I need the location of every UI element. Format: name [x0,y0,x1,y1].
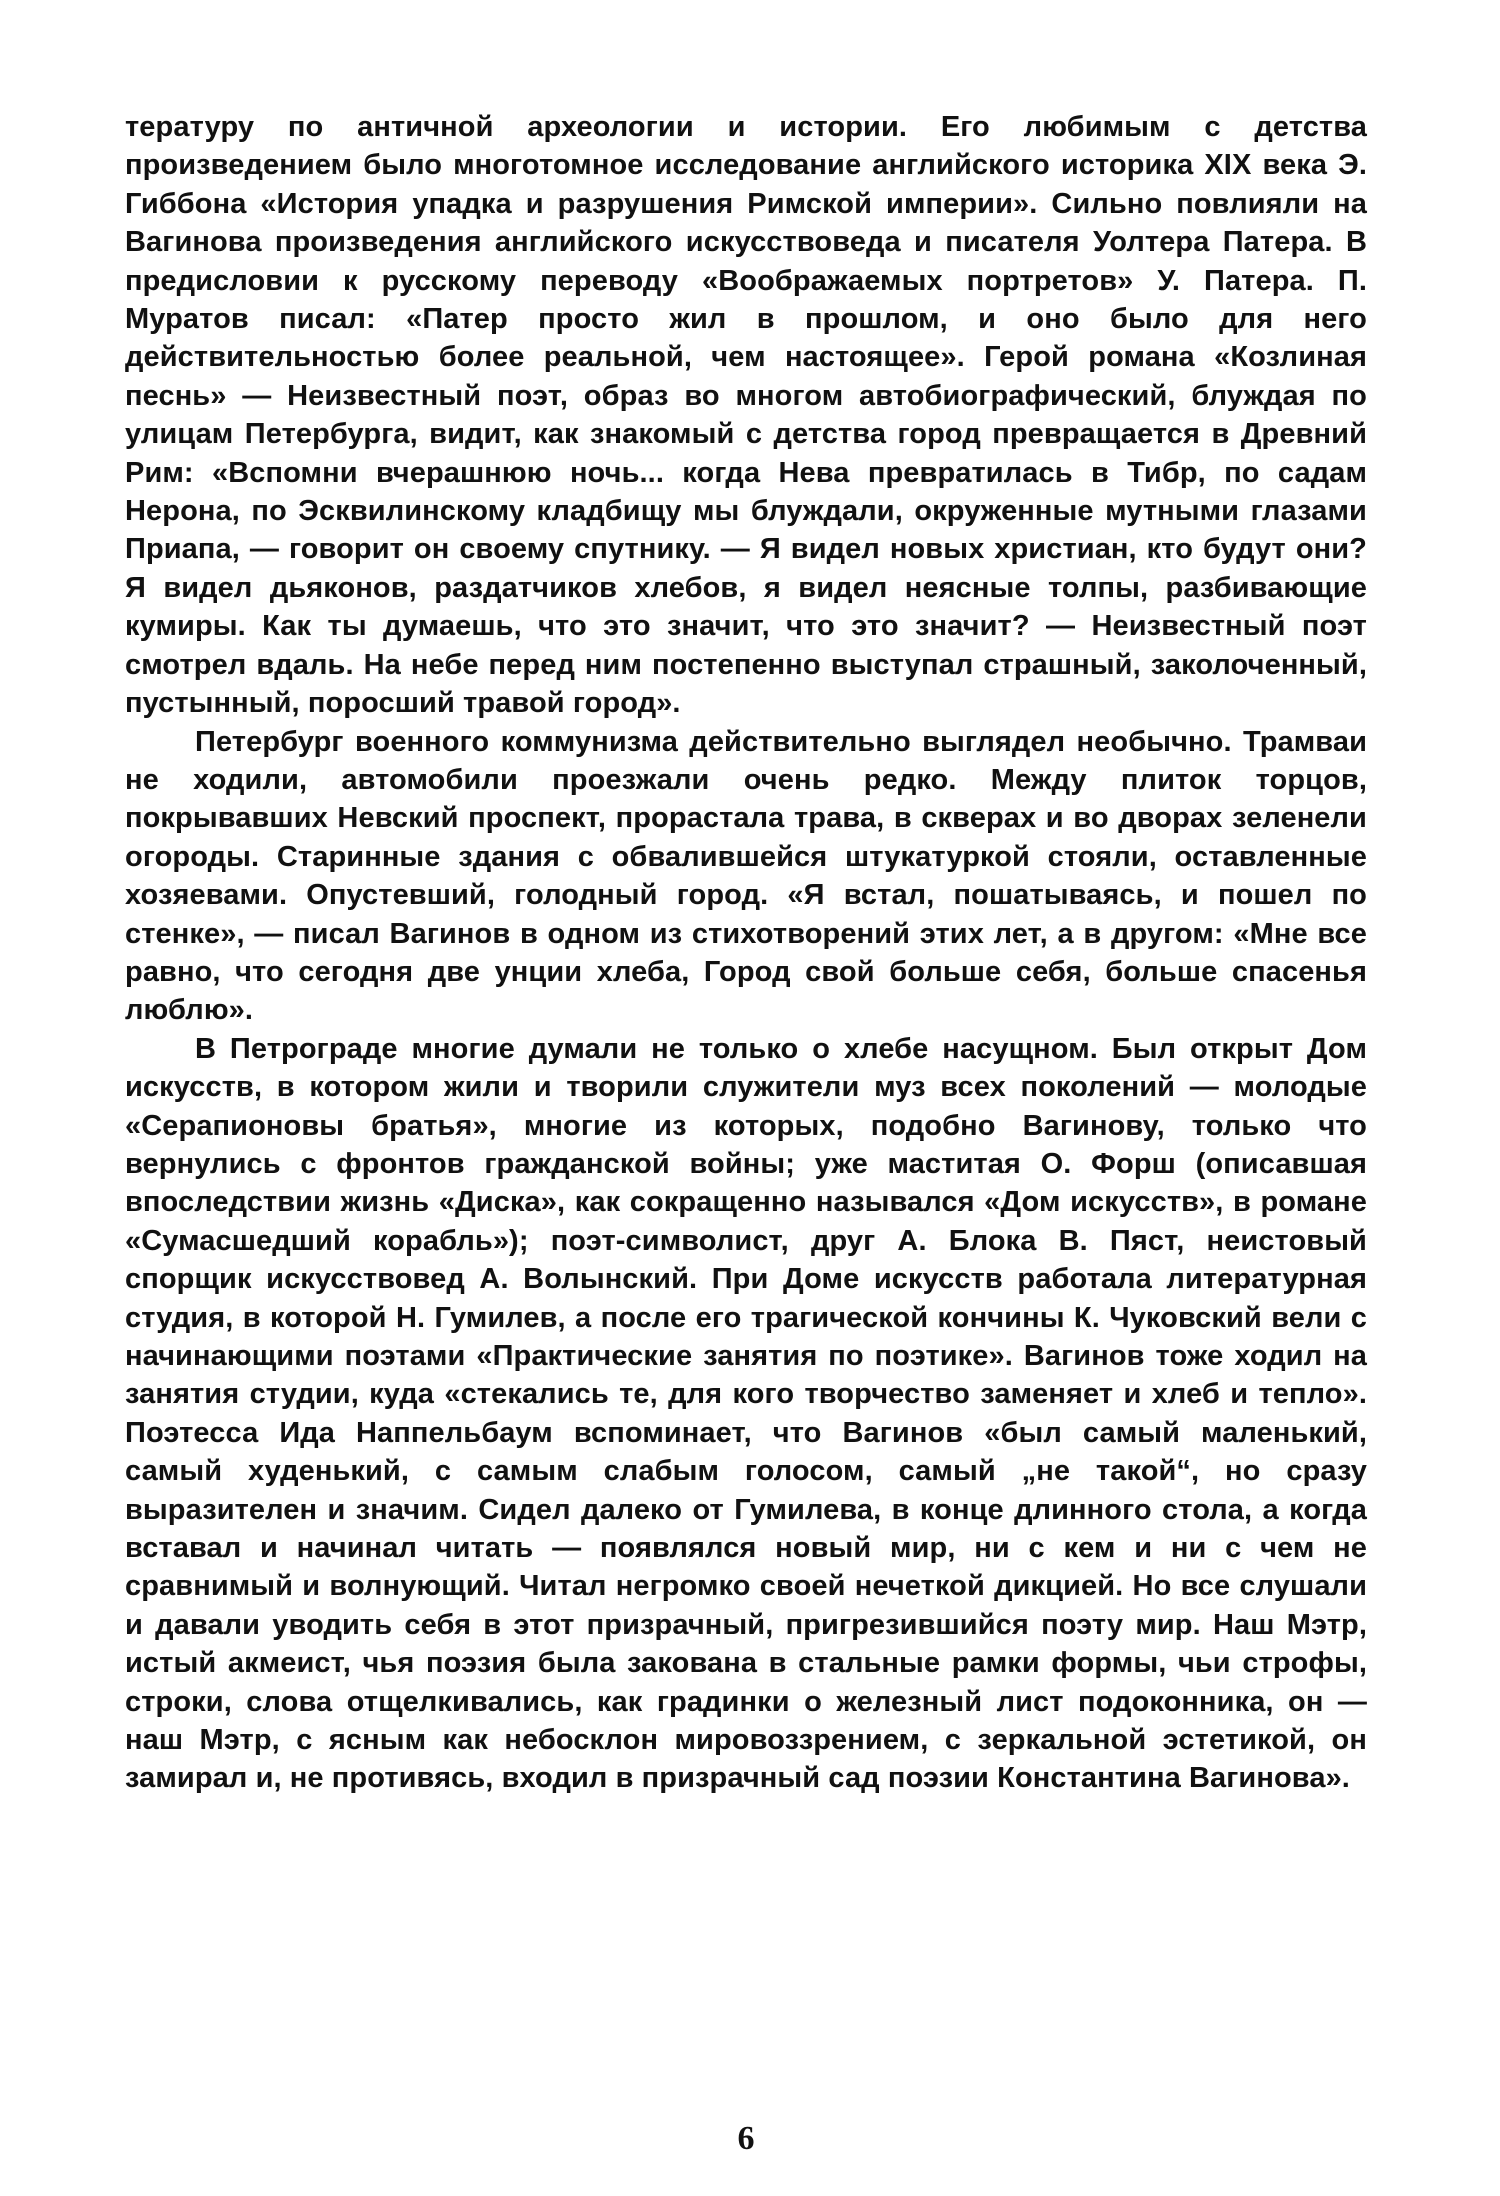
paragraph-2: Петербург военного коммунизма действительно выглядел необычно. Трамваи не ходили, автомобили проезжали очень редко. Между плиток торцов, покрывавших Невский проспект, прорастала трава, в скверах и во дворах зеленели огороды. Старинные здания с обвалившейся штукатуркой стояли, оставленные хозяевами. Опустевший, голодный город. «Я встал, пошатываясь, и пошел по стенке», — писал Вагинов в одном из стихотворений этих лет, а в другом: «Мне все равно, что сегодня две унции хлеба, Город свой больше себя, больше спасенья люблю». [125,725,1367,1027]
paragraph-3: В Петрограде многие думали не только о хлебе насущном. Был открыт Дом искусств, в котором жили и творили служители муз всех поколений — молодые «Серапионовы братья», многие из которых, подобно Вагинову, только что вернулись с фронтов гражданской войны; уже маститая О. Форш (описавшая впоследствии жизнь «Диска», как сокращенно назывался «Дом искусств», в романе «Сумасшедший корабль»); поэт-символист, друг А. Блока В. Пяст, неистовый спорщик искусствовед А. Волынский. При Доме искусств работала литературная студия, в которой Н. Гумилев, а после его трагической кончины К. Чуковский вели с начинающими поэтами «Практические занятия по поэтике». Вагинов тоже ходил на занятия студии, куда «стекались те, для кого творчество заменяет и хлеб и тепло». Поэтесса Ида Наппельбаум вспоминает, что Вагинов «был самый маленький, самый худенький, с самым слабым голосом, самый „не такой“, но сразу выразителен и значим. Сидел далеко от Гумилева, в конце длинного стола, а когда вставал и начинал читать — появлялся новый мир, ни с кем и ни с чем не сравнимый и волнующий. Читал негромко своей нечеткой дикцией. Но все слушали и давали уводить себя в этот призрачный, пригрезившийся поэту мир. Наш Мэтр, истый акмеист, чья поэзия была закована в стальные рамки формы, чьи строфы, строки, слова отщелкивались, как градинки о железный лист подоконника, он — наш Мэтр, с ясным как небосклон мировоззрением, с зеркальной эстетикой, он замирал и, не противясь, входил в призрачный сад поэзии Константина Вагинова». [125,1032,1367,1795]
body-text [125,108,1367,1798]
page-number: 6 [737,2120,755,2157]
paragraph-1: тературу по античной археологии и истории. Его любимым с детства произведением было многотомное исследование английского историка XIX века Э. Гиббона «История упадка и разрушения Римской империи». Сильно повлияли на Вагинова произведения английского искусствоведа и писателя Уолтера Патера. В предисловии к русскому переводу «Воображаемых портретов» У. Патера. П. Муратов писал: «Патер просто жил в прошлом, и оно было для него действительностью более реальной, чем настоящее». Герой романа «Козлиная песнь» — Неизвестный поэт, образ во многом автобиографический, блуждая по улицам Петербурга, видит, как знакомый с детства город превращается в Древний Рим: «Вспомни вчерашнюю ночь... когда Нева превратилась в Тибр, по садам Нерона, по Эсквилинскому кладбищу мы блуждали, окруженные мутными глазами Приапа, — говорит он своему спутнику. — Я видел новых христиан, кто будут они? Я видел дьяконов, раздатчиков хлебов, я видел неясные толпы, разбивающие кумиры. Как ты думаешь, что это значит, что это значит? — Неизвестный поэт смотрел вдаль. На небе перед ним постепенно выступал страшный, заколоченный, пустынный, поросший травой город». [125,111,1367,720]
book-page [125,108,1367,2168]
